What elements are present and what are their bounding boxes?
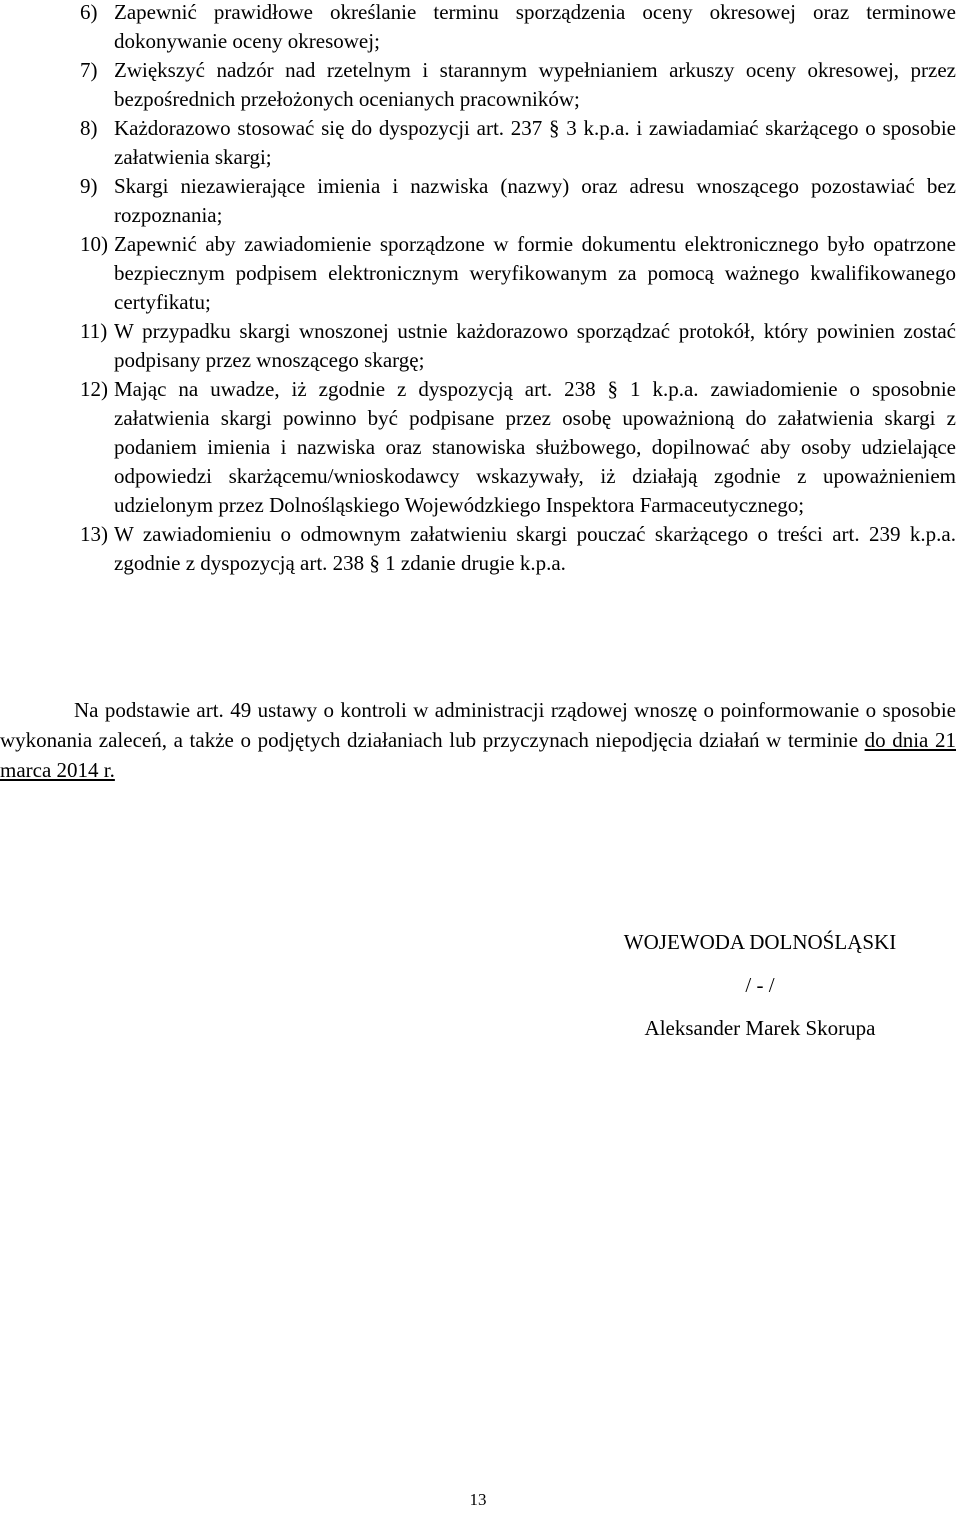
closing-paragraph xyxy=(0,695,956,785)
recommendations-list xyxy=(80,0,956,578)
item-number: 8) xyxy=(80,116,98,140)
recommendation-item xyxy=(80,375,956,520)
recommendation-item xyxy=(80,114,956,172)
item-text: W zawiadomieniu o odmownym załatwieniu skargi pouczać skarżącego o treści art. 239 k.p.a. zgodnie z dyspozycją art. 238 § 1 zdanie drugie k.p.a. xyxy=(114,522,956,575)
item-number: 11) xyxy=(80,319,108,343)
item-number: 9) xyxy=(80,174,98,198)
item-number: 7) xyxy=(80,58,98,82)
item-text: Zwiększyć nadzór nad rzetelnym i starannym wypełnianiem arkuszy oceny okresowej, przez bezpośrednich przełożonych ocenianych pracowników; xyxy=(114,58,956,111)
item-text: Skargi niezawierające imienia i nazwiska (nazwy) oraz adresu wnoszącego pozostawiać bez rozpoznania; xyxy=(114,174,956,227)
item-number: 6) xyxy=(80,0,98,24)
deadline-date: do dnia 21 marca 2014 r. xyxy=(0,728,956,782)
recommendation-item xyxy=(80,317,956,375)
item-text: W przypadku skargi wnoszonej ustnie każdorazowo sporządzać protokół, który powinien zostać podpisany przez wnoszącego skargę; xyxy=(114,319,956,372)
signature-block xyxy=(580,928,940,1043)
page-number: 13 xyxy=(469,1490,487,1509)
item-text: Mając na uwadze, iż zgodnie z dyspozycją art. 238 § 1 k.p.a. zawiadomienie o sposobnie załatwienia skargi powinno być podpisane przez osobę upoważnioną do załatwienia skargi z podaniem imienia i nazwiska oraz stanowiska służbowego, dopilnować aby osoby udzielające odpowiedzi skarżącemu/wnioskodawcy wskazywały, iż działają zgodnie z upoważnieniem udzielonym przez Dolnośląskiego Wojewódzkiego Inspektora Farmaceutycznego; xyxy=(114,377,956,517)
closing-text: Na podstawie art. 49 ustawy o kontroli w administracji rządowej wnoszę o poinformowanie o sposobie wykonania zaleceń, a także o podjętych działaniach lub przyczynach niepodjęcia działań w terminie xyxy=(0,698,956,752)
item-text: Zapewnić aby zawiadomienie sporządzone w formie dokumentu elektronicznego było opatrzone bezpiecznym podpisem elektronicznym weryfikowanym za pomocą ważnego kwalifikowanego certyfikatu; xyxy=(114,232,956,314)
recommendation-item xyxy=(80,520,956,578)
item-number: 12) xyxy=(80,377,108,401)
signatory-name: Aleksander Marek Skorupa xyxy=(644,1016,876,1040)
item-text: Zapewnić prawidłowe określanie terminu sporządzenia oceny okresowej oraz terminowe dokonywanie oceny okresowej; xyxy=(114,0,956,53)
signature-mark: / - / xyxy=(745,973,775,997)
recommendation-item xyxy=(80,56,956,114)
recommendation-item xyxy=(80,172,956,230)
item-number: 10) xyxy=(80,232,108,256)
recommendation-item xyxy=(80,0,956,56)
signatory-title: WOJEWODA DOLNOŚLĄSKI xyxy=(623,930,897,954)
recommendation-item xyxy=(80,230,956,317)
item-text: Każdorazowo stosować się do dyspozycji art. 237 § 3 k.p.a. i zawiadamiać skarżącego o sposobie załatwienia skargi; xyxy=(114,116,956,169)
item-number: 13) xyxy=(80,522,108,546)
